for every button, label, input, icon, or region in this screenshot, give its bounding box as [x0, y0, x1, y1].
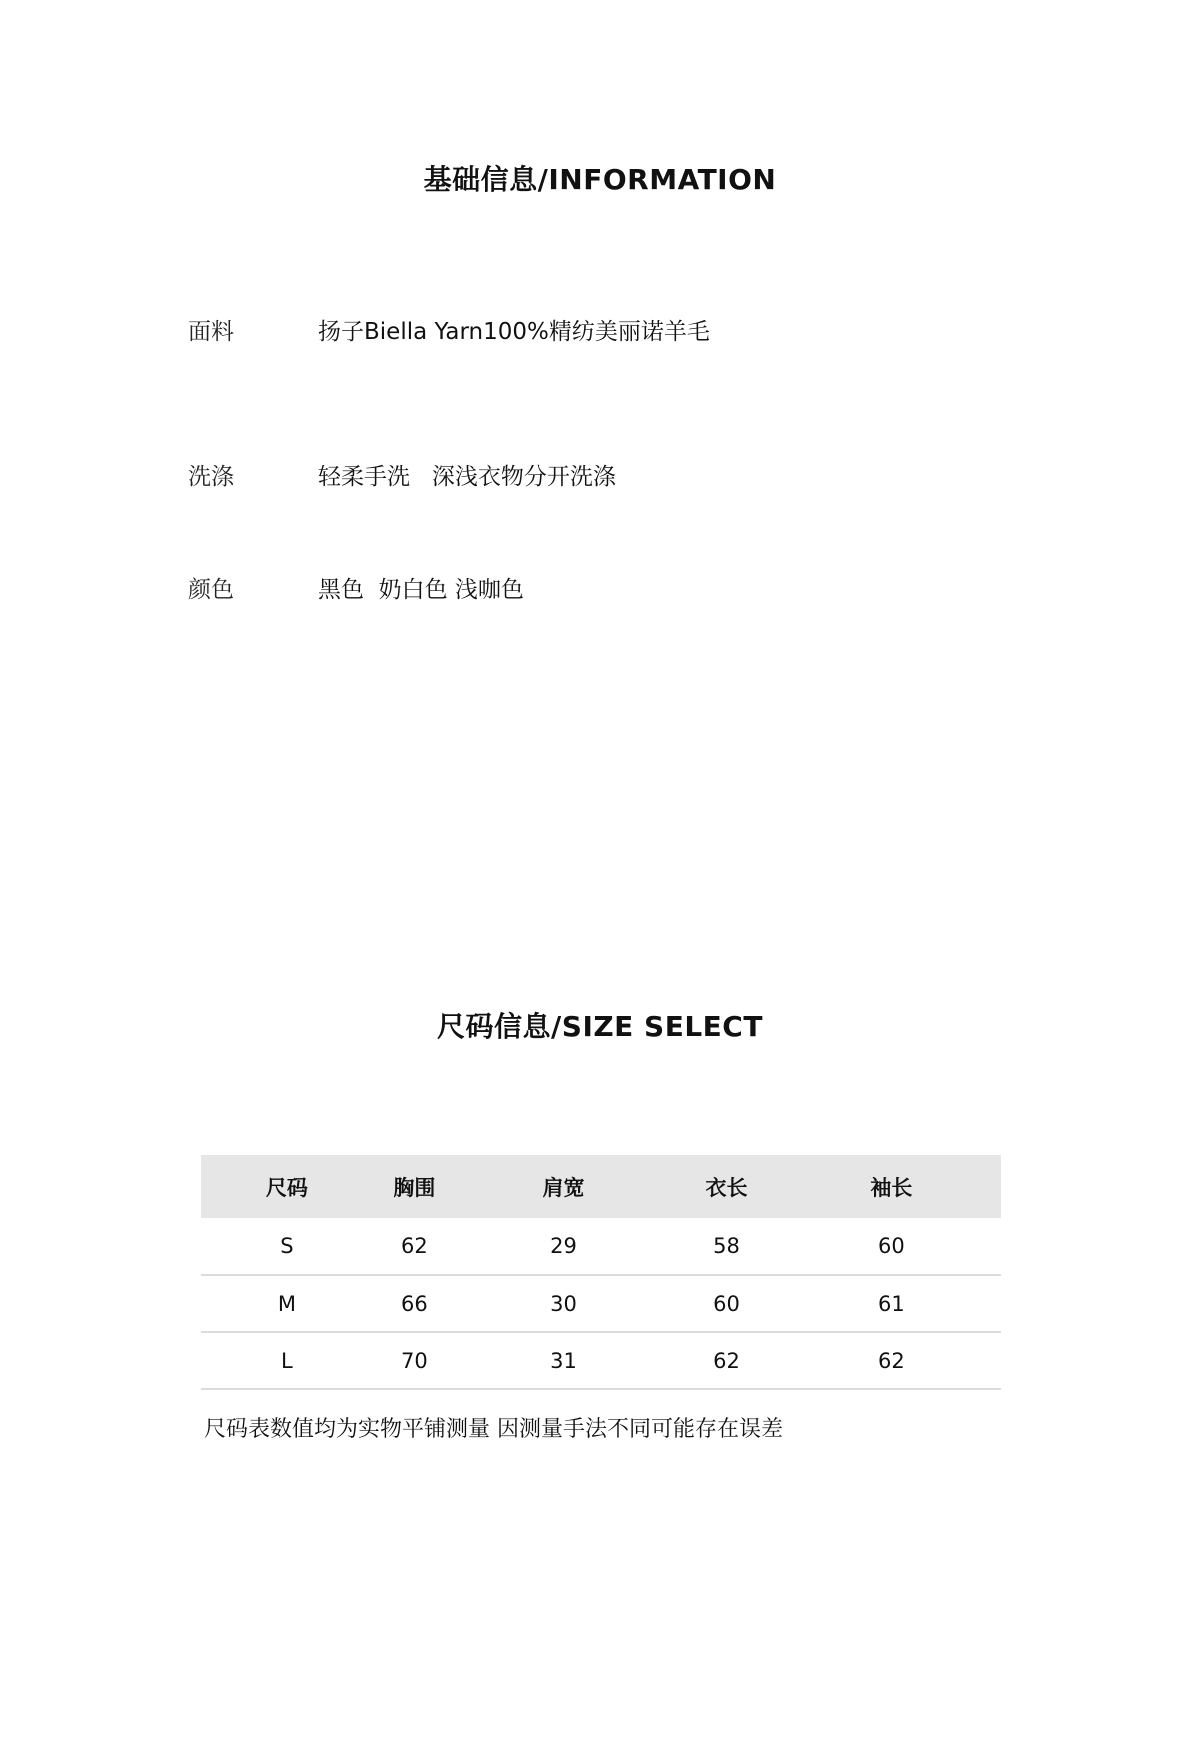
cell-length: 58: [713, 1234, 740, 1258]
cell-shoulder: 29: [550, 1234, 577, 1258]
fabric-label: 面料: [188, 319, 234, 345]
washing-label: 洗涤: [188, 464, 234, 490]
cell-size: M: [277, 1291, 296, 1316]
size-table-note: 尺码表数值均为实物平铺测量 因测量手法不同可能存在误差: [204, 1417, 783, 1442]
color-value: 黑色 奶白色 浅咖色: [318, 577, 524, 603]
table-row: [201, 1332, 1001, 1389]
fabric-value: 扬子Biella Yarn100%精纺美丽诺羊毛: [318, 319, 710, 345]
cell-shoulder: 31: [550, 1348, 577, 1373]
cell-shoulder: 30: [550, 1291, 577, 1316]
cell-size: S: [280, 1234, 294, 1258]
cell-sleeve: 62: [878, 1348, 905, 1373]
cell-length: 60: [713, 1291, 740, 1316]
header-length: 衣长: [705, 1175, 748, 1200]
cell-sleeve: 61: [878, 1291, 905, 1316]
header-sleeve: 袖长: [870, 1175, 913, 1200]
size-select-title: 尺码信息/SIZE SELECT: [437, 1010, 763, 1043]
header-chest: 胸围: [393, 1175, 436, 1200]
color-label: 颜色: [188, 577, 234, 603]
cell-size: L: [281, 1348, 293, 1373]
washing-value: 轻柔手洗 深浅衣物分开洗涤: [318, 464, 616, 490]
table-row: [201, 1218, 1001, 1275]
cell-chest: 70: [400, 1348, 428, 1373]
table-row: [201, 1275, 1001, 1332]
cell-sleeve: 60: [878, 1234, 905, 1258]
header-shoulder: 肩宽: [542, 1175, 585, 1200]
cell-length: 62: [713, 1348, 740, 1373]
cell-chest: 62: [400, 1234, 428, 1258]
header-size: 尺码: [265, 1175, 308, 1200]
size-table: [201, 1155, 1001, 1390]
size-table-header-row: [201, 1155, 1001, 1218]
information-title: 基础信息/INFORMATION: [423, 163, 777, 196]
cell-chest: 66: [400, 1291, 428, 1316]
